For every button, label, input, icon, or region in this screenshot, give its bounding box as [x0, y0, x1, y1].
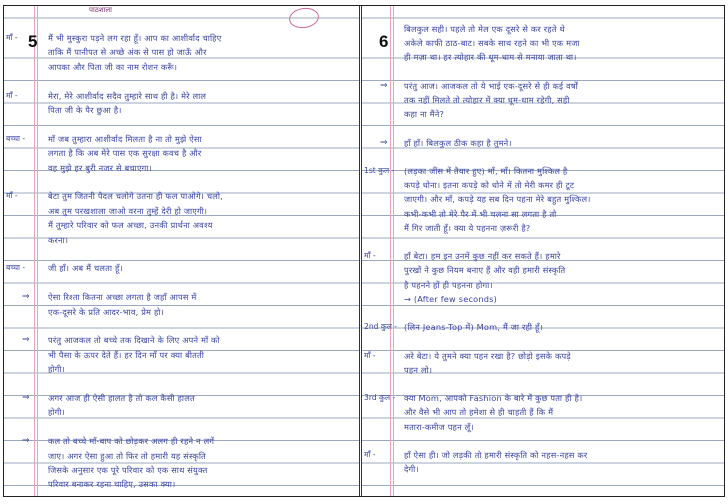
- handwritten-line: (लिन Jeans-Top में) Mom, मैं जा रही हूँ।: [404, 322, 543, 333]
- page-number: 6: [379, 32, 389, 51]
- handwritten-line: पिता जी के पैर छुआ है।: [48, 105, 122, 115]
- handwritten-line: हाँ ऐसा ही। जो लड़की तो हमारी संस्कृति को नहस-नहस कर: [404, 450, 588, 460]
- handwritten-line: लगता है कि अब मेरे पास एक सुरक्षा कवच है और: [48, 148, 202, 159]
- speaker-label: 3rd कुल -: [364, 393, 396, 403]
- handwritten-line: पहन लो।: [404, 364, 433, 375]
- handwritten-line: जी हाँ। अब मैं चलता हूँ।: [48, 263, 123, 274]
- handwritten-line: ताकि मैं पानीपत से अच्छे अंक से पास हो जाऊँ और: [48, 47, 207, 58]
- handwritten-line: मैं तुम्हारे परिवार को फल अच्छा, उनकी प्रार्थना अवश्य: [48, 220, 213, 231]
- handwritten-line: आपका और पिता जी का नाम रोशन करूँ।: [48, 61, 178, 72]
- handwritten-line: होगी।: [48, 364, 65, 375]
- margin-line: [34, 6, 35, 496]
- arrow-marker: ⇒: [22, 436, 30, 447]
- handwritten-line: (लड़का जींस में तैयार हुए) माँ, माँ। कितना मुश्किल है: [404, 166, 568, 176]
- speaker-label: 1st कुल -: [364, 166, 395, 175]
- handwritten-line: कभी-कभी तो मेरे पैर में भी चलना सा लगता है तो: [404, 208, 557, 219]
- handwritten-line: अरे बेटा। ये तुमने क्या पहन रखा है? छोड़ो इसके कपड़े: [404, 350, 571, 361]
- handwritten-line: कल तो बच्चे माँ-बाप को छोड़कर अलग ही रहने न लगें: [48, 436, 215, 447]
- arrow-marker: ⇒: [22, 335, 30, 346]
- handwritten-line: जाएगी। और माँ, कपड़े यह सब दिन पहना मेरे बहुत मुश्किल।: [404, 194, 591, 205]
- handwritten-line: मेरा, मेरे आशीर्वाद सदैव तुम्हारे साथ ही है। मेरे लाल: [48, 90, 207, 101]
- handwritten-line: बेटा तुम जितनी पैदल चलोगे उतना ही फल पाओगे। चलो,: [48, 191, 223, 202]
- handwritten-line: परंतु आजकल तो बच्चे तक दिखाने के लिए अपने माँ को: [48, 335, 220, 346]
- speaker-label: माँ -: [364, 450, 376, 459]
- handwritten-line: देगी।: [404, 464, 419, 475]
- handwritten-line: मैं गिर जाती हूँ। क्या ये पहनना ज़रूरी है?: [404, 222, 531, 233]
- speaker-label: माँ -: [6, 33, 18, 42]
- handwritten-line: माँ जब तुम्हारा आशीर्वाद मिलता है ना तो मुझे ऐसा: [48, 133, 202, 144]
- handwritten-line: जिसके अनुसार एक पूरे परिवार को एक साथ संयुक्त: [48, 465, 208, 475]
- margin-line: [37, 6, 38, 496]
- page-number: 5: [28, 32, 38, 51]
- handwritten-line: पुरखों ने कुछ नियम बनाए हैं और वही हमारी संस्कृति: [404, 265, 566, 276]
- handwritten-line: ऐसा रिश्ता कितना अच्छा लगता है जहाँ आपस में: [48, 292, 197, 303]
- handwritten-line: होगी।: [48, 407, 65, 418]
- handwritten-line: मतारा-कमीज पहन लूँ।: [404, 421, 474, 432]
- speaker-label: माँ -: [364, 350, 376, 360]
- handwritten-line: हाँ बेटा। हम इन उनमें कुछ नहीं कर सकते हैं। हमारे: [404, 251, 561, 262]
- notebook-page-left: [4, 6, 359, 496]
- arrow-marker: ⇒: [380, 137, 388, 148]
- notebook-page-right: [362, 6, 724, 496]
- handwritten-line: बिलकुल सही। पहले तो मेल एक दूसरे से कर रहते थे: [404, 24, 565, 34]
- handwritten-line: जाए। अगर ऐसा हुआ तो फिर तो हमारी यह संस्कृति: [48, 450, 206, 461]
- handwritten-line: वह मुझे हर बुरी नजर से बचाएगा।: [48, 162, 152, 173]
- speaker-label: बच्चा -: [6, 263, 26, 273]
- handwritten-line: अगर आज ही ऐसी हालत है तो कल कैसी हालत: [48, 393, 195, 403]
- handwritten-line: परंतु आज। आजकल तो ये भाई एक-दूसरे से ही कई वर्षों: [404, 80, 578, 91]
- handwritten-line: कहा ना मैंने?: [404, 109, 445, 120]
- speaker-label: बच्चा -: [6, 133, 26, 143]
- stamp-mark: [288, 6, 320, 30]
- handwritten-line: और वैसे भी आप तो हमेशा से ही चाहती हैं कि मैं: [404, 407, 554, 418]
- arrow-marker: ⇒: [22, 292, 30, 303]
- speaker-label: माँ -: [6, 90, 18, 100]
- handwritten-line: एक-दूसरे के प्रति आदर-भाव, प्रेम हो।: [48, 306, 164, 317]
- margin-line: [393, 6, 394, 496]
- handwritten-line: कपड़े धोना। इतना कपड़े को धोने में तो मेरी कमर ही टूट: [404, 180, 575, 191]
- scanned-notebook: [3, 5, 725, 497]
- handwritten-line: मैं भी मुस्कुरा पड़ने लग रहा हूँ। आप का आशीर्वाद चाहिए: [48, 33, 222, 43]
- handwritten-line: करना।: [48, 234, 69, 245]
- handwritten-line: क्या Mom, आपको Fashion के बारे में कुछ पता ही है।: [404, 393, 583, 404]
- handwritten-line: अब तुम परखशाला जाओ वरना तुम्हें देरी हो जाएगी।: [48, 205, 208, 216]
- speaker-label: 2nd कुल -: [364, 322, 398, 332]
- margin-line: [390, 6, 391, 496]
- page-header: पाठशाला: [89, 6, 112, 14]
- handwritten-line: → (After few seconds): [404, 293, 497, 304]
- speaker-label: माँ -: [364, 251, 376, 261]
- speaker-label: माँ -: [6, 191, 18, 201]
- handwritten-line: है पहनने हों ही पहनना होगा।: [404, 279, 493, 290]
- handwritten-line: हाँ हाँ। बिलकुल ठीक कहा है तुमने।: [404, 137, 512, 148]
- handwritten-line: भी पैसा के ऊपर देते हैं। हर दिन माँ पर क्या बीतती: [48, 349, 205, 360]
- handwritten-line: ही मज़ा था। हर त्योहार की धूम-धाम से मनाया जाता था।: [404, 52, 577, 63]
- handwritten-line: परिवार बनाकर रहना चाहिए, उसका क्या।: [48, 479, 176, 490]
- handwritten-line: अकेले काफी ठाठ-बाट। सबके साथ रहने का भी एक मजा: [404, 38, 580, 49]
- arrow-marker: ⇒: [380, 80, 388, 91]
- arrow-marker: ⇒: [22, 393, 30, 403]
- handwritten-line: तक नहीं मिलते तो त्योहार में क्या धूम-धाम रहेगी, सही: [404, 95, 570, 105]
